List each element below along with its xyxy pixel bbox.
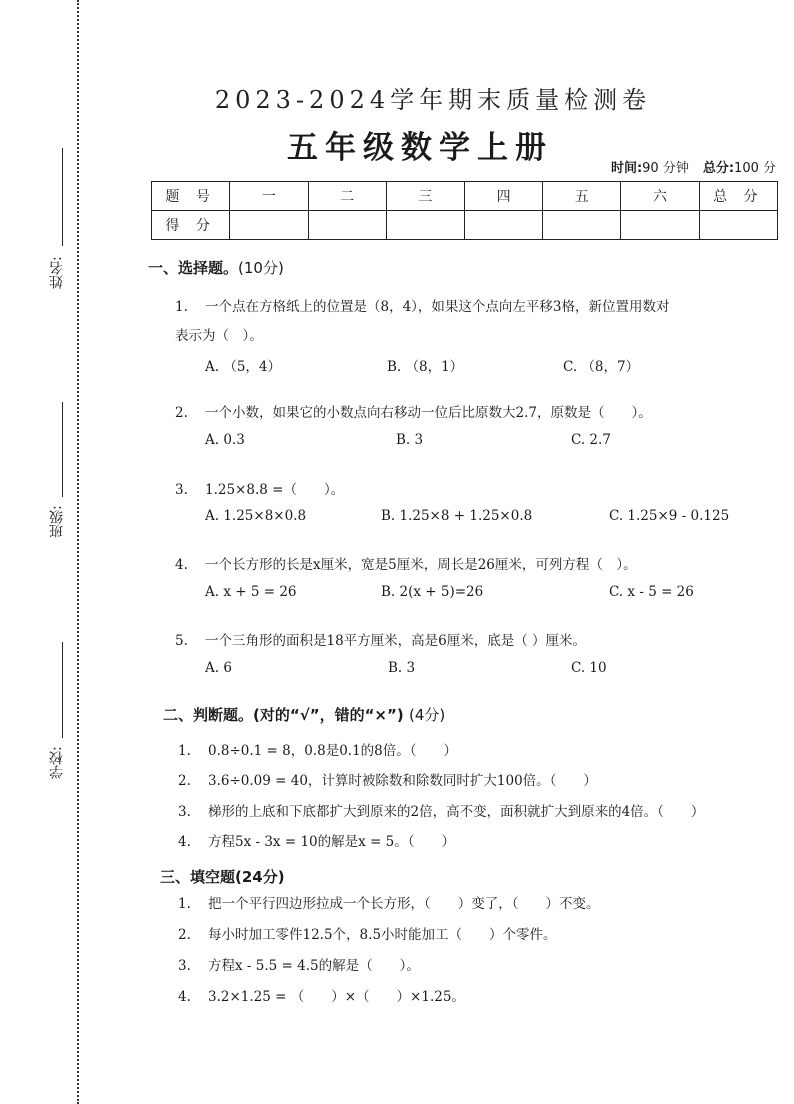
score-input-cell[interactable] <box>308 211 386 240</box>
question <box>178 923 557 943</box>
question-text: 3.2×1.25 = （ ）×（ ）×1.25。 <box>208 989 465 1005</box>
option-b[interactable]: B. 1.25×8 + 1.25×0.8 <box>381 508 533 524</box>
question-number: 2. <box>178 927 191 943</box>
section1-heading <box>148 257 284 278</box>
question-number: 2. <box>175 405 188 421</box>
section2-points: (4分) <box>408 706 446 724</box>
question <box>178 769 597 789</box>
exam-title: 2023-2024学年期末质量检测卷 <box>214 86 652 114</box>
section3-heading <box>160 866 285 887</box>
question-number: 4. <box>178 834 191 850</box>
question-continued: 表示为（ ）。 <box>175 328 263 344</box>
school-underline <box>62 642 63 738</box>
question-text: 一个点在方格纸上的位置是（8，4），如果这个点向左平移3格，新位置用数对 <box>205 299 670 315</box>
question-text: 一个三角形的面积是18平方厘米，高是6厘米，底是（ ）厘米。 <box>205 633 587 649</box>
question-text: 一个小数，如果它的小数点向右移动一位后比原数大2.7，原数是（ ）。 <box>205 405 652 421</box>
score-input-cell[interactable] <box>464 211 542 240</box>
section2-title: 二、判断题。(对的“√”，错的“×”) <box>163 706 404 724</box>
option-a[interactable]: A. 6 <box>205 660 232 676</box>
score-table-score-row <box>152 211 778 240</box>
question-number: 5. <box>175 633 188 649</box>
school-label: 学校: <box>49 746 65 780</box>
question <box>178 985 465 1005</box>
question-text: 梯形的上底和下底都扩大到原来的2倍，高不变，面积就扩大到原来的4倍。（ ） <box>208 804 705 820</box>
exam-meta <box>611 157 776 176</box>
class-label: 班级: <box>49 505 65 539</box>
score-table-cell: 六 <box>621 182 699 211</box>
option-c[interactable]: C. （8，7） <box>563 359 640 375</box>
score-input-cell[interactable] <box>699 211 777 240</box>
score-table-cell: 四 <box>464 182 542 211</box>
score-table-cell: 一 <box>230 182 308 211</box>
question <box>175 295 670 315</box>
question-number: 3. <box>175 482 188 498</box>
option-c[interactable]: C. 1.25×9 - 0.125 <box>609 508 730 524</box>
option-c[interactable]: C. 10 <box>571 660 607 676</box>
option-b[interactable]: B. 3 <box>388 660 416 676</box>
question <box>175 629 586 649</box>
option-b[interactable]: B. （8，1） <box>387 359 464 375</box>
question-text: 3.6÷0.09 = 40，计算时被除数和除数同时扩大100倍。（ ） <box>208 773 597 789</box>
score-table <box>151 181 778 240</box>
score-table-cell: 总 分 <box>699 182 777 211</box>
question-text: 每小时加工零件12.5个，8.5小时能加工（ ）个零件。 <box>208 927 557 943</box>
score-label: 总分: <box>702 161 735 176</box>
score-table-cell: 五 <box>543 182 621 211</box>
question <box>178 800 704 820</box>
option-b[interactable]: B. 3 <box>396 432 424 448</box>
score-input-cell[interactable] <box>621 211 699 240</box>
question-number: 4. <box>178 989 191 1005</box>
question-number: 3. <box>178 804 191 820</box>
question <box>178 830 455 850</box>
question-text: 0.8÷0.1 = 8，0.8是0.1的8倍。（ ） <box>208 743 458 759</box>
section2-heading <box>163 704 445 725</box>
option-c[interactable]: C. x - 5 = 26 <box>609 584 694 600</box>
score-table-header-row <box>152 182 778 211</box>
score-row-label: 得 分 <box>152 211 230 240</box>
question <box>175 401 652 421</box>
option-c[interactable]: C. 2.7 <box>571 432 611 448</box>
score-table-cell: 二 <box>308 182 386 211</box>
question <box>175 478 344 498</box>
question-number: 3. <box>178 958 191 974</box>
question-text: 把一个平行四边形拉成一个长方形，（ ）变了，（ ）不变。 <box>208 896 600 912</box>
option-a[interactable]: A. x + 5 = 26 <box>205 584 297 600</box>
section1-title: 一、选择题。 <box>148 259 239 277</box>
option-a[interactable]: A. （5，4） <box>205 359 282 375</box>
section3-title: 三、填空题 <box>160 868 236 886</box>
subject-title: 五年级数学上册 <box>287 130 553 166</box>
question <box>178 892 600 912</box>
score-table-cell: 题 号 <box>152 182 230 211</box>
time-label: 时间: <box>610 161 643 176</box>
question-number: 4. <box>175 557 188 573</box>
score-table-cell: 三 <box>386 182 464 211</box>
question-text: 1.25×8.8 =（ ）。 <box>205 482 345 498</box>
question-text: 一个长方形的长是x厘米，宽是5厘米，周长是26厘米，可列方程（ ）。 <box>205 557 637 573</box>
class-underline <box>62 402 63 497</box>
section3-points: (24分) <box>235 868 285 886</box>
time-value: 90 分钟 <box>642 161 689 176</box>
score-input-cell[interactable] <box>543 211 621 240</box>
option-a[interactable]: A. 1.25×8×0.8 <box>205 508 307 524</box>
score-input-cell[interactable] <box>230 211 308 240</box>
question <box>175 553 637 573</box>
option-a[interactable]: A. 0.3 <box>205 432 245 448</box>
score-value: 100 分 <box>734 161 776 176</box>
name-label: 姓名: <box>49 256 65 290</box>
question-number: 1. <box>178 896 191 912</box>
question-number: 1. <box>178 743 191 759</box>
question <box>178 954 420 974</box>
question-number: 2. <box>178 773 191 789</box>
question-text: 方程5x - 3x = 10的解是x = 5。（ ） <box>208 834 455 850</box>
question-text: 方程x - 5.5 = 4.5的解是（ ）。 <box>208 958 420 974</box>
score-input-cell[interactable] <box>386 211 464 240</box>
question-number: 1. <box>175 299 188 315</box>
section1-points: (10分) <box>238 259 284 277</box>
option-b[interactable]: B. 2(x + 5)=26 <box>381 584 484 600</box>
question <box>178 739 457 759</box>
